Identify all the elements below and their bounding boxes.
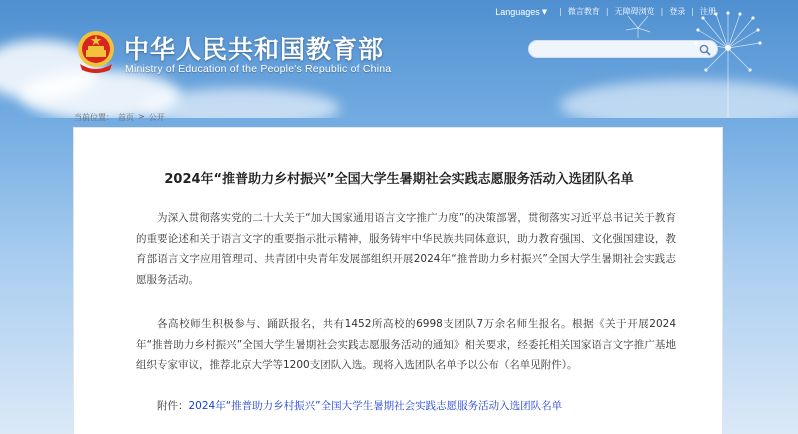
chevron-down-icon[interactable]: ▼ [541,7,548,16]
national-emblem-icon [74,28,118,74]
breadcrumb-separator: > [138,112,145,121]
site-title-cn[interactable]: 中华人民共和国教育部 [124,35,385,64]
login-link[interactable]: 登录 [669,7,686,16]
article-title: 2024年“推普助力乡村振兴”全国大学生暑期社会实践志愿服务活动入选团队名单 [164,172,634,187]
top-nav: Languages ▼ | 微言教育 | 无障碍浏览 | 登录 | 注册 [495,6,716,17]
register-link[interactable]: 注册 [700,7,716,16]
weibo-link[interactable]: 微言教育 [567,7,600,16]
search-icon[interactable] [699,44,711,56]
accessible-link[interactable]: 无障碍浏览 [614,7,655,16]
site-title-en: Ministry of Education of the People's Republic of China [125,63,392,75]
article-panel [73,127,723,434]
dandelion-decoration [578,8,778,118]
search-box [528,40,718,58]
article-paragraph: 各高校师生积极参与、踊跃报名，共有1452所高校的6998支团队7万余名师生报名。根据《关于开展2024年“推普助力乡村振兴”全国大学生暑期社会实践志愿服务活动的通知》相关要求，经委托相关国家语言文字推广基地组织专家审议，推荐北京大学等1200支团队入选。现将入选团队名单予以公布（名单见附件）。 [136,318,676,371]
site-header [0,0,798,118]
search-input[interactable] [537,43,697,56]
breadcrumb-current-label: 当前位置： [74,113,114,122]
attachment-link[interactable]: 2024年“推普助力乡村振兴”全国大学生暑期社会实践志愿服务活动入选团队名单 [188,400,563,412]
breadcrumb [74,112,169,123]
article-paragraph: 为深入贯彻落实党的二十大关于“加大国家通用语言文字推广力度”的决策部署，贯彻落实习近平总书记关于教育的重要论述和关于语言文字的重要指示批示精神，服务铸牢中华民族共同体意识，助力教育强国、文化强国建设，教育部语言文字应用管理司、共青团中央青年发展部组织开展2024年“推普助力乡村振兴”全国大学生暑期社会实践志愿服务活动。 [136,212,676,286]
languages-menu[interactable]: Languages [495,6,540,17]
attachment-label: 附件： [157,400,189,412]
breadcrumb-section[interactable]: 公开 [148,113,165,122]
attachment-line [136,398,676,413]
breadcrumb-home[interactable]: 首页 [118,113,134,122]
